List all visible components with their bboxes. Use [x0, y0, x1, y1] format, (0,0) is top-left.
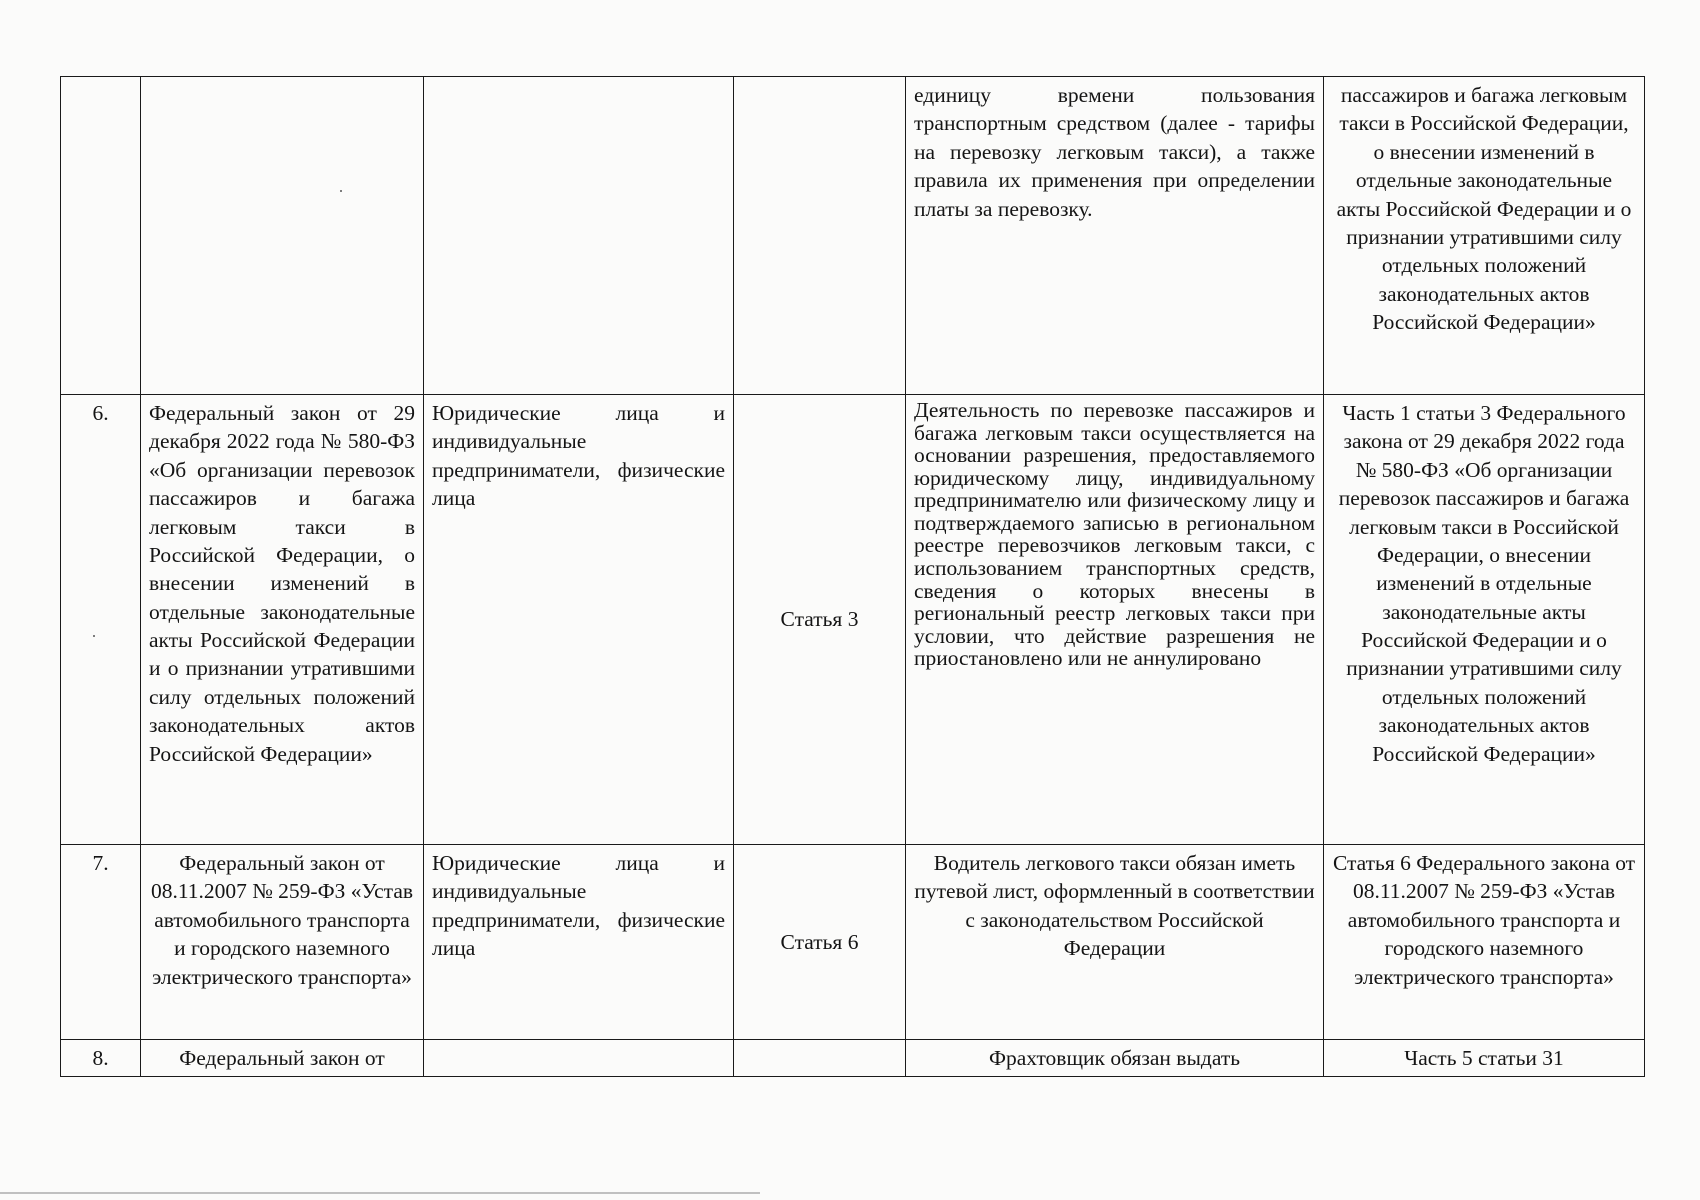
- cell-source: пассажиров и багажа легковым такси в Российской Федерации, о внесении изменений в отдельные законодательные акты Российской Федерации и о признании утратившими силу отдельных положений законодательных актов Российской Федерации»: [1324, 77, 1645, 395]
- cell-legal-act: [141, 77, 424, 395]
- cell-number: 8.: [61, 1040, 141, 1077]
- cell-article: [734, 1040, 906, 1077]
- requirements-table: [60, 76, 1645, 1077]
- cell-number: 7.: [61, 845, 141, 1040]
- cell-subjects: [424, 77, 734, 395]
- cell-legal-act: Федеральный закон от 08.11.2007 № 259-ФЗ «Устав автомобильного транспорта и городского наземного электрического транспорта»: [141, 845, 424, 1040]
- cell-article: Статья 6: [734, 845, 906, 1040]
- cell-number: [61, 77, 141, 395]
- table-row-7: [61, 845, 1645, 1040]
- scan-speck: [93, 635, 95, 637]
- cell-requirement: единицу времени пользования транспортным средством (далее - тарифы на перевозку легковым такси), а также правила их применения при определении платы за перевозку.: [906, 77, 1324, 395]
- cell-legal-act: Федеральный закон от: [141, 1040, 424, 1077]
- cell-source: Часть 1 статьи 3 Федерального закона от 29 декабря 2022 года № 580-ФЗ «Об организации перевозок пассажиров и багажа легковым такси в Российской Федерации, о внесении изменений в отдельные законодательные акты Российской Федерации и о признании утратившими силу отдельных положений законодательных актов Российской Федерации»: [1324, 395, 1645, 845]
- cell-article: Статья 3: [734, 395, 906, 845]
- table-row-8: [61, 1040, 1645, 1077]
- cell-subjects: Юридические лица и индивидуальные предприниматели, физические лица: [424, 395, 734, 845]
- cell-requirement: Деятельность по перевозке пассажиров и багажа легковым такси осуществляется на основании разрешения, предоставляемого юридическому лицу, индивидуальному предпринимателю или физическому лицу и подтверждаемого записью в региональном реестре перевозчиков легковым такси, с использованием транспортных средств, сведения о которых внесены в региональный реестр легковых такси при условии, что действие разрешения не приостановлено или не аннулировано: [906, 395, 1324, 845]
- table-row-6: [61, 395, 1645, 845]
- cell-source: Часть 5 статьи 31: [1324, 1040, 1645, 1077]
- cell-subjects: [424, 1040, 734, 1077]
- scan-speck: [340, 190, 342, 192]
- table-row-continuation: [61, 77, 1645, 395]
- cell-requirement: Фрахтовщик обязан выдать: [906, 1040, 1324, 1077]
- cell-requirement: Водитель легкового такси обязан иметь путевой лист, оформленный в соответствии с законодательством Российской Федерации: [906, 845, 1324, 1040]
- cell-article: [734, 77, 906, 395]
- cell-source: Статья 6 Федерального закона от 08.11.2007 № 259-ФЗ «Устав автомобильного транспорта и городского наземного электрического транспорта»: [1324, 845, 1645, 1040]
- scan-edge-line: [0, 1192, 760, 1194]
- cell-legal-act: Федеральный закон от 29 декабря 2022 года № 580-ФЗ «Об организации перевозок пассажиров и багажа легковым такси в Российской Федерации, о внесении изменений в отдельные законодательные акты Российской Федерации и о признании утратившими силу отдельных положений законодательных актов Российской Федерации»: [141, 395, 424, 845]
- cell-number: 6.: [61, 395, 141, 845]
- cell-subjects: Юридические лица и индивидуальные предприниматели, физические лица: [424, 845, 734, 1040]
